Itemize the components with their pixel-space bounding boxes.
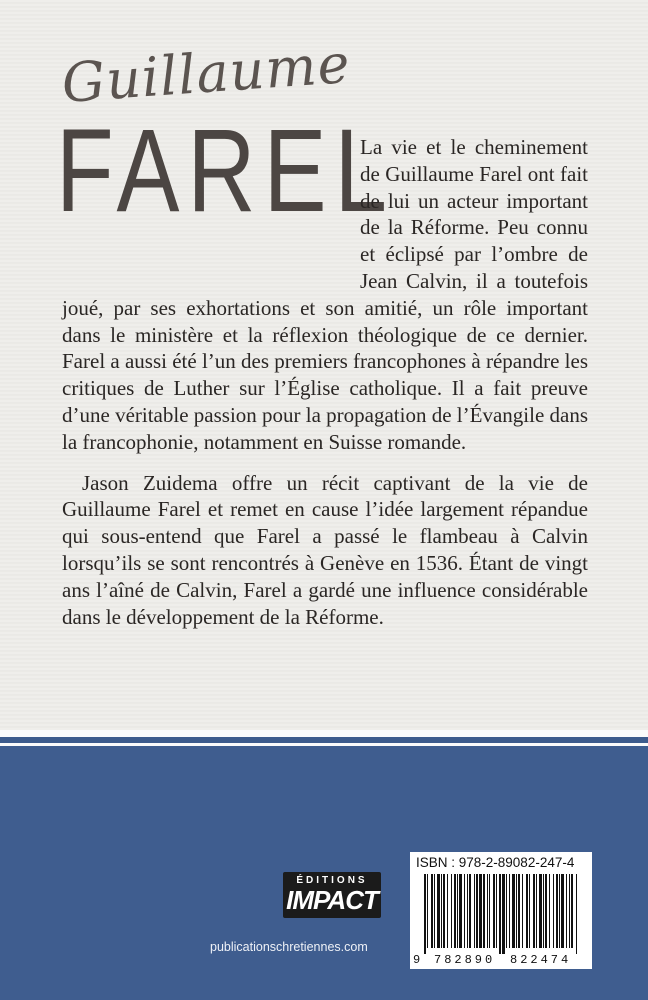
barcode-bar (533, 874, 535, 948)
barcode-bar (447, 874, 448, 948)
barcode-bar (437, 874, 440, 948)
barcode-bar (469, 874, 471, 948)
barcode-digits-right: 822474 (510, 953, 572, 967)
book-title: FAREL (56, 105, 396, 237)
isbn-label: ISBN : 978-2-89082-247-4 (416, 855, 575, 870)
barcode-bar (569, 874, 570, 948)
barcode-bar (549, 874, 550, 948)
barcode-bar (457, 874, 458, 948)
barcode-bar (424, 874, 426, 954)
barcode-bar (431, 874, 433, 948)
barcode-bar (576, 874, 577, 954)
barcode-bar (489, 874, 490, 948)
barcode-box (410, 852, 592, 969)
barcode-bar (454, 874, 456, 948)
barcode-bar (556, 874, 558, 948)
publisher-logo (283, 872, 381, 918)
barcode-bar (561, 874, 564, 948)
barcode-bar (434, 874, 435, 948)
blurb-paragraph-2: Jason Zuidema offre un récit captivant de la vie de Guillaume Farel et remet en cause l’idée largement répandue qui sous-entend que Farel a passé le flambeau à Calvin lorsqu’ils se sont rencontrés à Genève en 1536. Étant de vingt ans l’aîné de Calvin, Farel a gardé une influence considérable dans le développement de la Réforme. (62, 470, 588, 629)
barcode-digit-first: 9 (413, 953, 421, 967)
barcode-bar (529, 874, 530, 948)
divider-white (0, 730, 648, 737)
script-title: Guillaume (59, 31, 353, 115)
barcode-bar (467, 874, 468, 948)
barcode-bar (451, 874, 452, 948)
publisher-url: publicationschretiennes.com (210, 940, 368, 954)
barcode-bar (496, 874, 497, 948)
barcode-bar (427, 874, 428, 948)
barcode-bar (443, 874, 445, 948)
barcode-bar (536, 874, 537, 948)
barcode-bar (483, 874, 485, 948)
barcode-digits-left: 782890 (434, 953, 496, 967)
barcode-bar (522, 874, 523, 948)
barcode-bar (553, 874, 554, 948)
logo-editions-text: ÉDITIONS (296, 875, 368, 886)
back-cover-blurb (62, 134, 588, 630)
barcode-bar (545, 874, 547, 948)
barcode-bar (479, 874, 482, 948)
barcode-bar (499, 874, 501, 954)
barcode-bar (539, 874, 542, 948)
barcode-bar (493, 874, 495, 948)
barcode-bar (571, 874, 573, 948)
barcode-bar (474, 874, 475, 948)
barcode-bar (512, 874, 515, 948)
barcode-bar (543, 874, 544, 948)
blurb-paragraph-1: La vie et le cheminement de Guillaume Farel ont fait de lui un acteur important de la Réforme. Peu connu et éclipsé par l’ombre de Jean Calvin, il a toutefois joué, par ses exhortations et son amitié, un rôle important dans le ministère et la réflexion théologique de ce dernier. Farel a aussi été l’un des premiers francophones à répandre les critiques de Luther sur l’Église catholique. Il a fait preuve d’une véritable passion pour la propagation de l’Évangile dans la francophonie, notamment en Suisse romande. (62, 135, 589, 454)
barcode-bar (526, 874, 528, 948)
barcode-bar (509, 874, 510, 948)
barcode-bar (459, 874, 462, 948)
barcode-bar (516, 874, 517, 948)
barcode-bar (566, 874, 567, 948)
barcode-bars (424, 874, 580, 954)
barcode-bar (476, 874, 478, 948)
barcode-bar (464, 874, 465, 948)
barcode-bar (487, 874, 488, 948)
barcode-bar (506, 874, 507, 948)
barcode-bar (441, 874, 442, 948)
barcode-bar (559, 874, 560, 948)
barcode-bar (502, 874, 505, 954)
logo-impact-text: IMPACT (286, 885, 378, 915)
barcode-bar (518, 874, 520, 948)
